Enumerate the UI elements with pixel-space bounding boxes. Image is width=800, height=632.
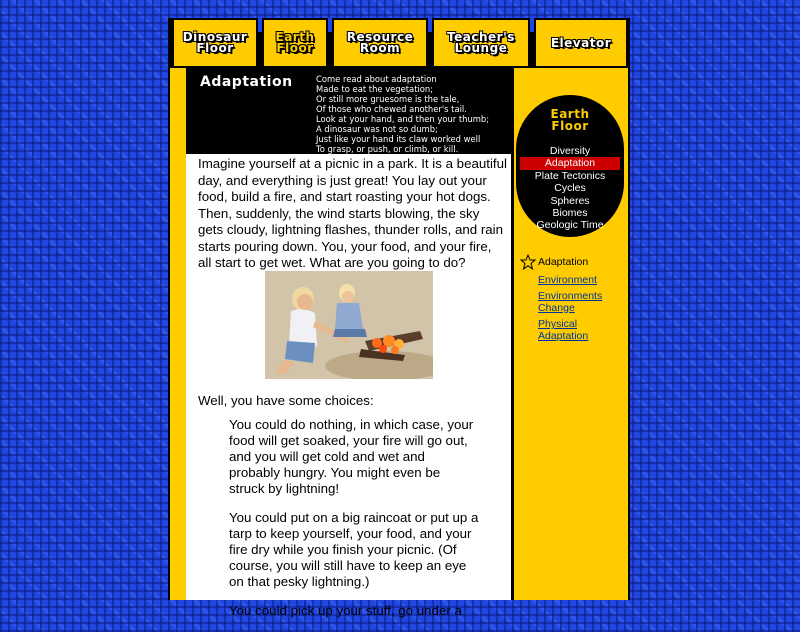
left-border	[170, 68, 186, 600]
article-body	[198, 156, 508, 284]
nav-tab-label: Dinosaur Floor	[182, 30, 248, 55]
link-environments-change[interactable]: Environments Change	[538, 290, 603, 314]
nav-tab-earth-floor[interactable]	[262, 18, 328, 68]
castle-notch	[328, 18, 332, 32]
nav-tab-elevator[interactable]	[534, 18, 628, 68]
nav-tab-teachers-lounge[interactable]	[432, 18, 530, 68]
choice-item: You could do nothing, in which case, your food will get soaked, your fire will go out, and you will get cold and wet and probably hungry. You might even be struck by lightning!	[229, 417, 474, 496]
topic-adaptation[interactable]: Adaptation	[520, 157, 620, 169]
header-poem: Come read about adaptation Made to eat the vegetation; Or still more gruesome is the tale, Of those who chewed another's tail. Look at your hand, and then your thumb; A dinosaur was not so dumb; Just like your hand its claw worked well To grasp, or push, or climb, or kill.	[316, 74, 490, 154]
star-icon	[520, 254, 536, 270]
topic-spheres[interactable]: Spheres	[550, 194, 590, 207]
current-subtopic	[520, 254, 620, 270]
topic-biomes[interactable]: Biomes	[552, 207, 588, 220]
picnic-photo-art	[265, 271, 433, 379]
nav-tab-label: Resource Room	[346, 30, 414, 55]
nav-tab-label: Earth Floor	[275, 30, 315, 55]
topic-menu	[520, 145, 620, 232]
choice-item: You could put on a big raincoat or put up a tarp to keep yourself, your food, and your fire dry while you finish your picnic. (Of course, you will still have to keep an eye on that pesky lightning.)	[229, 510, 479, 589]
section-header	[186, 70, 511, 154]
nav-tab-resource-room[interactable]	[332, 18, 428, 68]
nav-tab-label: Teacher's Lounge	[447, 30, 515, 55]
castle-notch	[258, 18, 262, 32]
page-title: Adaptation	[200, 74, 293, 90]
castle-notch	[530, 18, 534, 32]
intro-paragraph: Imagine yourself at a picnic in a park. It is a beautiful day, and everything is just great! You lay out your food, build a fire, and start roasting your hot dogs. Then, suddenly, the wind starts blowing, the sky gets cloudy, lightning flashes, thunder rolls, and rain starts pouring down. You, your food, and your fire, all start to get wet. What are you going to do?	[198, 156, 507, 270]
sidebar-divider	[511, 68, 514, 600]
nav-tab-label: Elevator	[550, 35, 612, 50]
link-environment[interactable]: Environment	[538, 274, 597, 286]
castle-notch	[428, 18, 432, 32]
choice-item: You could pick up your stuff, go under a	[229, 603, 462, 618]
current-subtopic-label: Adaptation	[538, 256, 589, 268]
choices-intro: Well, you have some choices:	[198, 393, 374, 408]
sidebar-section-title: Earth Floor	[550, 107, 590, 133]
topic-plate-tectonics[interactable]: Plate Tectonics	[534, 169, 606, 182]
topic-cycles[interactable]: Cycles	[554, 182, 586, 195]
topic-diversity[interactable]: Diversity	[549, 145, 591, 157]
subtopic-links	[520, 254, 620, 346]
link-physical-adaptation[interactable]: Physical Adaptation	[538, 318, 589, 342]
picnic-photo	[265, 271, 433, 379]
topic-geologic-time[interactable]: Geologic Time	[536, 219, 604, 232]
nav-tab-dinosaur-floor[interactable]	[172, 18, 258, 68]
